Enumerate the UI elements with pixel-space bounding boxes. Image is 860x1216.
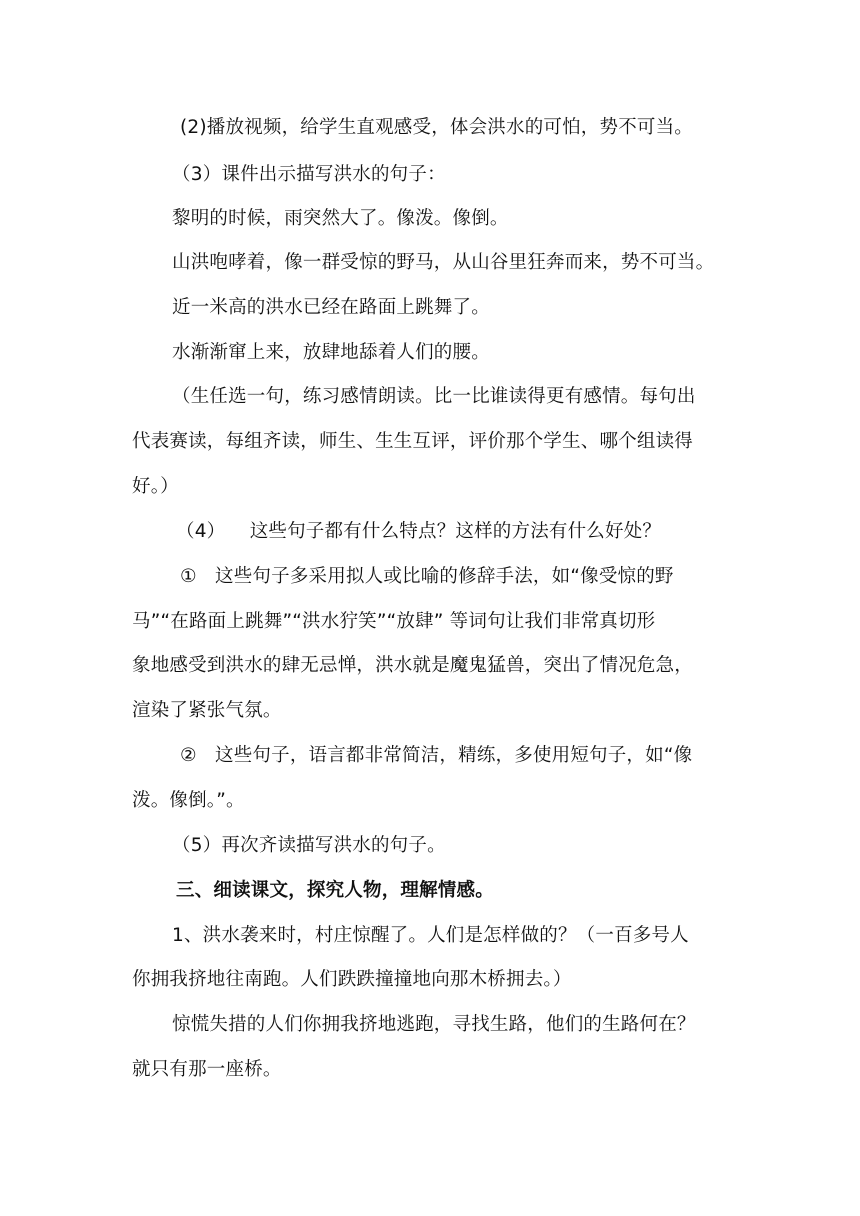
paragraph-line-3: 黎明的时候，雨突然大了。像泼。像倒。: [172, 208, 509, 229]
paragraph-line-22: 就只有那一座桥。: [132, 1059, 282, 1080]
paragraph-line-19: 1、洪水袭来时，村庄惊醒了。人们是怎样做的？（一百多号人: [172, 925, 689, 946]
paragraph-line-4: 山洪咆哮着，像一群受惊的野马，从山谷里狂奔而来，势不可当。: [172, 252, 715, 273]
paragraph-line-12: 马”“在路面上跳舞”“洪水狞笑”“放肆” 等词句让我们非常真切形: [132, 611, 656, 632]
paragraph-line-5: 近一米高的洪水已经在路面上跳舞了。: [172, 297, 490, 318]
section-heading: 三、细读课文，探究人物，理解情感。: [176, 880, 494, 901]
paragraph-line-8: 代表赛读，每组齐读，师生、生生互评，评价那个学生、哪个组读得: [132, 431, 694, 452]
paragraph-line-13: 象地感受到洪水的肆无忌惮，洪水就是魔鬼猛兽，突出了情况危急，: [132, 655, 694, 676]
paragraph-line-10: （4） 这些句子都有什么特点？这样的方法有什么好处？: [176, 521, 662, 542]
paragraph-line-17: （5）再次齐读描写洪水的句子。: [172, 835, 446, 856]
paragraph-line-20: 你拥我挤地往南跑。人们跌跌撞撞地向那木桥拥去。）: [132, 969, 572, 990]
paragraph-line-21: 惊慌失措的人们你拥我挤地逃跑，寻找生路，他们的生路何在？: [172, 1014, 696, 1035]
paragraph-line-9: 好。）: [132, 476, 179, 497]
paragraph-line-2: （3）课件出示描写洪水的句子：: [172, 164, 446, 185]
paragraph-line-11: ① 这些句子多采用拟人或比喻的修辞手法，如“像受惊的野: [180, 566, 674, 587]
paragraph-line-6: 水渐渐窜上来，放肆地舔着人们的腰。: [172, 342, 490, 363]
paragraph-line-14: 渲染了紧张气氛。: [132, 700, 282, 721]
paragraph-line-1: (2)播放视频，给学生直观感受，体会洪水的可怕，势不可当。: [180, 117, 694, 138]
paragraph-line-15: ② 这些句子，语言都非常简洁，精练，多使用短句子，如“像: [180, 745, 693, 766]
paragraph-line-16: 泼。像倒。”。: [132, 790, 245, 811]
paragraph-line-7: （生任选一句，练习感情朗读。比一比谁读得更有感情。每句出: [172, 386, 696, 407]
